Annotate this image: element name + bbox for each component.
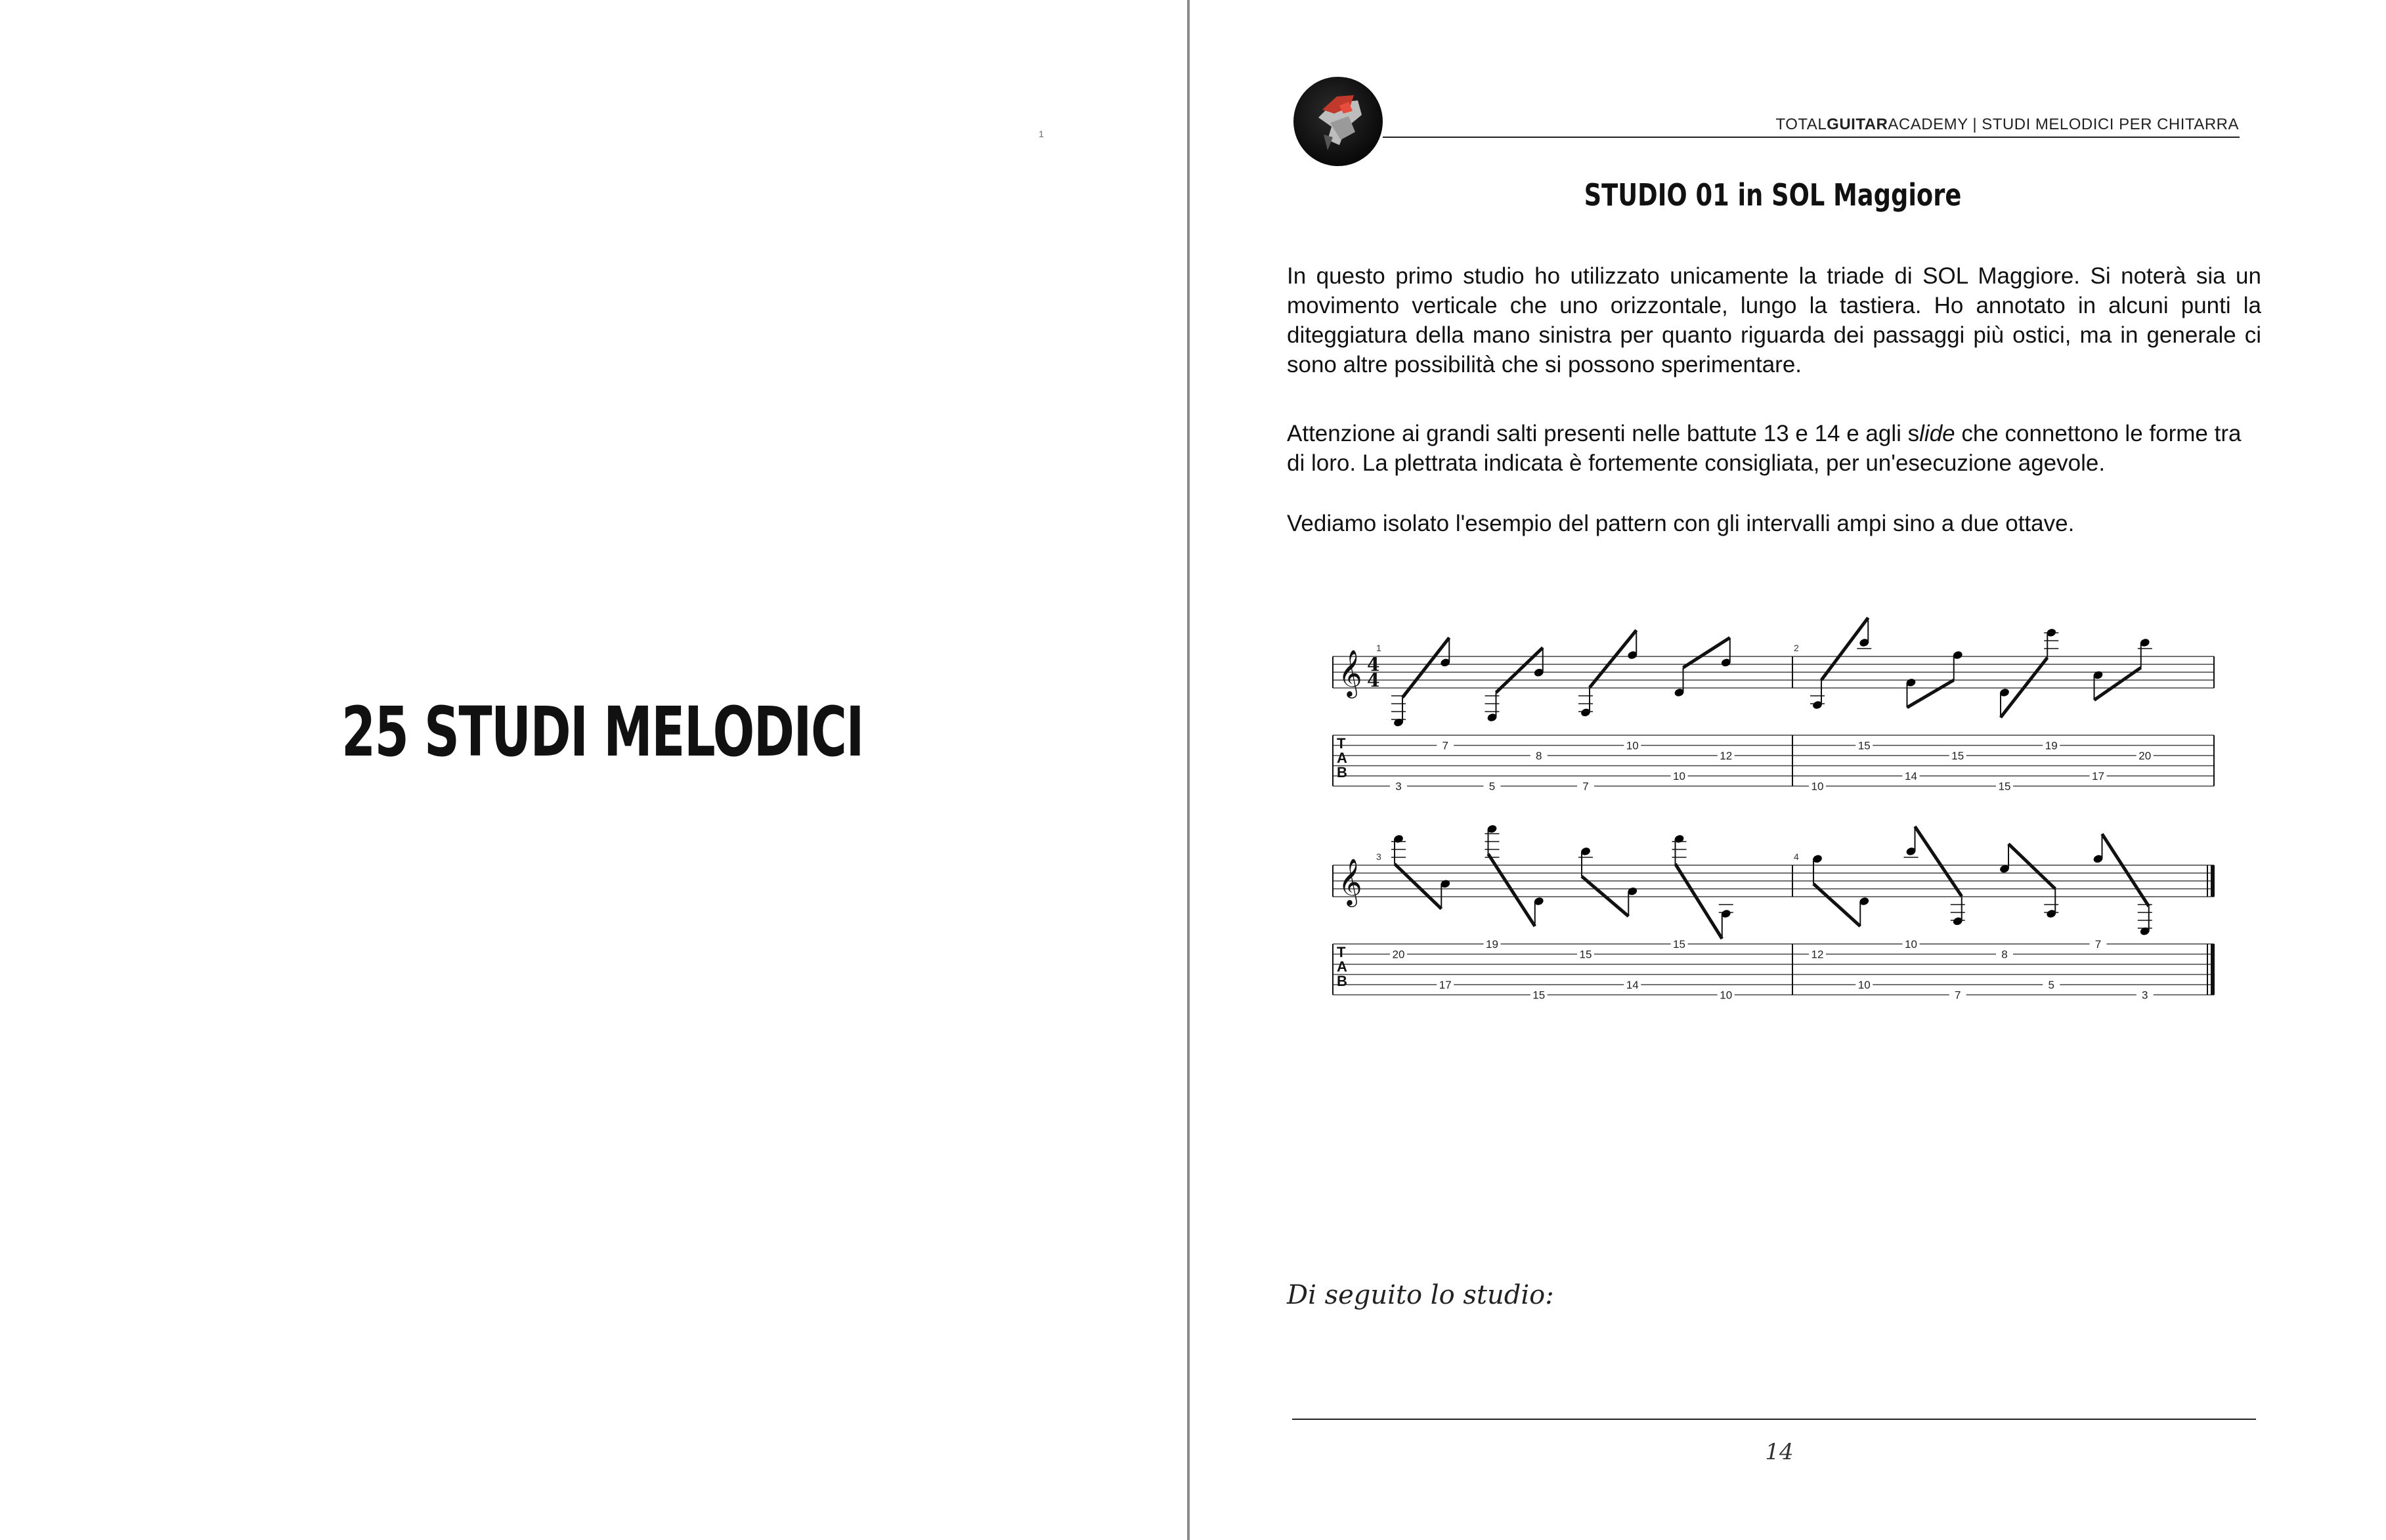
fret-number: 7 [1955, 989, 1961, 1002]
advice-text-start: Attenzione ai grandi salti presenti nelle battute 13 e 14 e agli s [1287, 421, 1920, 446]
closing-text: Di seguito lo studio: [1287, 1280, 1554, 1310]
note-beam [1395, 864, 1441, 909]
tab-letter: T [1337, 735, 1346, 752]
note-beam [1813, 884, 1860, 926]
fret-number: 14 [1905, 770, 1917, 782]
page-number: 14 [1765, 1439, 1794, 1465]
time-signature-digit: 4 [1367, 670, 1380, 691]
note-beam [1915, 826, 1962, 896]
note-beam [1676, 864, 1722, 939]
academy-logo-icon [1293, 77, 1383, 166]
pattern-paragraph: Vediamo isolato l'esempio del pattern con gli intervalli ampi sino a due ottave. [1287, 511, 2075, 536]
brand-prefix: TOTAL [1775, 116, 1827, 133]
fret-number: 20 [2138, 750, 2152, 762]
fret-number: 15 [1673, 938, 1685, 951]
fret-number: 15 [1532, 989, 1546, 1002]
fret-number: 3 [1395, 780, 1402, 793]
header-section: STUDI MELODICI PER CHITARRA [1982, 116, 2239, 133]
advice-text-end: che connettono le forme tra di loro. La plettrata indicata è fortemente consigliata, per un'esecuzione agevole. [1287, 421, 2242, 476]
fret-number: 14 [1626, 979, 1639, 991]
measure-number: 3 [1376, 851, 1381, 862]
brand-bold: GUITAR [1827, 116, 1888, 133]
fret-number: 15 [1579, 948, 1592, 961]
fret-number: 15 [1857, 739, 1871, 752]
advice-text-italic: lide [1919, 421, 1955, 446]
running-header [1589, 116, 2239, 134]
note-beam [2102, 834, 2149, 906]
measure-number: 1 [1376, 643, 1381, 653]
fret-number: 15 [1951, 750, 1964, 762]
measure-number: 2 [1794, 643, 1799, 653]
fret-number: 12 [1720, 750, 1733, 762]
fret-number: 10 [1720, 989, 1733, 1002]
fret-number: 17 [2092, 770, 2104, 782]
fret-number: 10 [1626, 739, 1639, 752]
advice-paragraph [1287, 419, 2261, 478]
note-beam [1496, 648, 1543, 693]
intro-paragraph: In questo primo studio ho utilizzato unicamente la triade di SOL Maggiore. Si noterà sia un movimento verticale che uno orizzontale, lungo la tastiera. Ho annotato in alcuni punti la diteggiatura della mano sinistra per quanto riguarda dei passaggi più ostici, ma in generale ci sono altre possibilità che si possono sperimentare. [1287, 263, 2261, 377]
treble-clef-icon: 𝄞 [1338, 649, 1362, 696]
fret-number: 10 [1673, 770, 1685, 782]
fret-number: 12 [1811, 948, 1824, 961]
page-divider [1187, 0, 1190, 1540]
fret-number: 8 [1536, 750, 1542, 762]
fret-number: 5 [1488, 780, 1496, 793]
note-beam [1590, 630, 1636, 687]
fret-number: 3 [2142, 989, 2148, 1002]
fret-number: 20 [1392, 948, 1405, 961]
fret-number: 10 [1857, 979, 1871, 991]
fret-number: 7 [2094, 938, 2102, 951]
cover-title: 25 STUDI MELODICI [341, 692, 863, 772]
brand-suffix: ACADEMY [1888, 116, 1968, 133]
study-title: STUDIO 01 in SOL Maggiore [1584, 177, 1962, 213]
fret-number: 19 [1486, 938, 1498, 951]
fret-number: 7 [1442, 739, 1448, 752]
fret-number: 10 [1811, 780, 1824, 793]
tab-letter: A [1337, 750, 1347, 766]
tab-letter: B [1337, 764, 1347, 781]
tab-system-2 [1333, 824, 2214, 1001]
page-mark: 1 [1039, 129, 1044, 139]
tab-letter: B [1337, 973, 1347, 989]
left-page [0, 0, 1188, 1540]
fret-number: 8 [2001, 948, 2008, 961]
tab-letter: T [1337, 944, 1346, 960]
note-beam [1402, 637, 1449, 697]
fret-number: 5 [2048, 979, 2054, 991]
time-signature-digit: 4 [1367, 654, 1380, 675]
fret-number: 7 [1582, 780, 1589, 793]
header-separator: | [1968, 116, 1982, 133]
fret-number: 10 [1905, 938, 1917, 951]
tablature-score [1326, 610, 2219, 1017]
measure-number: 4 [1794, 851, 1799, 862]
footer-rule [1292, 1419, 2256, 1420]
note-beam [2008, 844, 2055, 889]
fret-number: 17 [1439, 979, 1452, 991]
tab-letter: A [1337, 958, 1347, 975]
treble-clef-icon: 𝄞 [1338, 857, 1362, 905]
fret-number: 15 [1998, 780, 2011, 793]
fret-number: 19 [2045, 739, 2058, 752]
header-rule [1383, 137, 2240, 138]
tab-system-1 [1333, 618, 2214, 793]
